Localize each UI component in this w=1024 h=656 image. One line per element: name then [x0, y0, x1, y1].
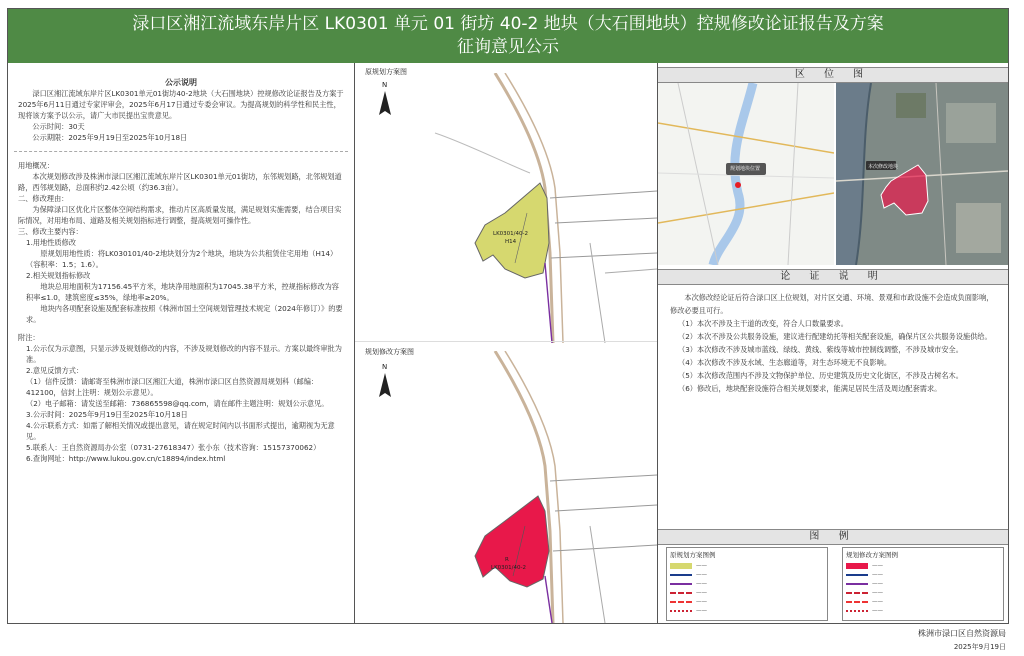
item1-heading: 1.用地性质修改 [26, 238, 76, 247]
note-6: 6.查询网址：http://www.lukou.gov.cn/c18894/index.html [26, 454, 226, 463]
title-bar [8, 9, 1008, 63]
original-map-title: 原规划方案图 [365, 68, 407, 76]
note-3: 3.公示时间：2025年9月19日至2025年10月18日 [26, 410, 188, 419]
discussion-body [658, 291, 1008, 395]
svg-text:N: N [382, 81, 388, 89]
original-legend: 原规划方案图例 —— —— —— —— —— —— [666, 547, 828, 621]
note-4: 4.公示联系方式：如需了解相关情况或提出意见，请在规定时间内以书面形式提出，逾期视为无意见。 [26, 421, 335, 441]
item2-heading: 2.相关规划指标修改 [26, 271, 91, 280]
divider [14, 151, 348, 152]
aerial-site-label: 本次修改地块 [868, 164, 899, 170]
site-marker-icon [735, 182, 741, 188]
revised-legend: 规划修改方案图例 —— —— —— —— —— —— [842, 547, 1004, 621]
north-arrow-icon [379, 363, 391, 397]
poster-sheet [7, 8, 1009, 624]
item3-text: 地块内各项配套设施及配套标准按照《株洲市国土空间规划管理技术规定（2024年修订）》的要求。 [26, 304, 343, 324]
original-parcel-label: LK0301/40-2 [493, 231, 529, 237]
original-parcel-label-2: H14 [505, 239, 517, 245]
right-column [658, 63, 1008, 623]
notice-period-label: 公示时间：30天 [32, 122, 85, 131]
note-2a: （1）信件反馈：请邮寄至株洲市渌口区湘江大道，株洲市渌口区自然资源局规划科（邮编：412100，信封上注明：规划公示意见）。 [26, 377, 319, 397]
original-plan-map [355, 73, 657, 343]
location-text: 本次规划修改涉及株洲市渌口区湘江流域东岸片区LK0301单元01街坊，东邻规划路，北邻规划道路，西邻规划路，总面积约2.42公顷（约36.3亩）。 [18, 172, 342, 192]
notice-heading: 公示说明 [165, 78, 197, 87]
note-2: 2.意见反馈方式： [26, 366, 84, 375]
regional-location-map [658, 83, 834, 265]
revised-parcel-label-2: R [505, 557, 509, 563]
reason-heading: 二、修改理由： [18, 194, 69, 203]
svg-text:N: N [382, 363, 388, 371]
revised-map-title: 规划修改方案图 [365, 348, 414, 356]
item2-text: 地块总用地面积为17156.45平方米，地块净用地面积为17045.38平方米，控规指标修改为容积率≤1.0，建筑密度≤35%，绿地率≥20%。 [26, 282, 339, 302]
note-5: 5.联系人：王自然资源局办公室（0731-27618347）张小东（技术咨询：15157370062） [26, 443, 321, 452]
revised-parcel-label: LK0301/40-2 [491, 565, 527, 571]
legend-section-heading: 图 例 [658, 529, 1008, 545]
item1-text: 原规划用地性质：将LK030101/40-2地块划分为2个地块，地块为公共租赁住宅用地（H14）（容积率：1.5；1.6）。 [26, 249, 338, 269]
reason-text: 为保障渌口区优化片区整体空间结构需求，推动片区高质量发展，满足规划实施需要，结合项目实际情况，对用地布局、道路及相关规划指标进行调整，提高规划可操作性。 [18, 205, 342, 225]
discussion-point-2: （2）本次不涉及公共服务设施，建议进行配建幼托等相关配套设施，确保片区公共服务设施供给。 [678, 332, 992, 341]
aerial-location-map [836, 83, 1008, 265]
discussion-point-6: （6）修改后，地块配套设施符合相关规划要求，能满足居民生活及周边配套需求。 [678, 384, 942, 393]
note-2b: （2）电子邮箱：请发送至邮箱：736865598@qq.com，请在邮件主题注明：规划公示意见。 [26, 399, 329, 408]
regional-marker-label: 规划地块位置 [730, 166, 761, 172]
discussion-point-3: （3）本次修改不涉及城市蓝线、绿线、黄线、紫线等城市控制线调整，不涉及城市安全。 [678, 345, 963, 354]
discussion-point-1: （1）本次不涉及主干道的改变，符合人口数量要求。 [678, 319, 848, 328]
maps-column [355, 63, 658, 623]
discussion-intro: 本次修改经论证后符合渌口区上位规划，对片区交通、环境、景观和市政设施不会造成负面影响，修改必要且可行。 [670, 293, 994, 315]
revised-legend-title: 规划修改方案图例 [846, 551, 898, 559]
discussion-point-4: （4）本次修改不涉及水域、生态廊道等，对生态环境无不良影响。 [678, 358, 892, 367]
notes-heading: 附注： [18, 333, 40, 342]
original-legend-title: 原规划方案图例 [670, 551, 716, 559]
discussion-point-5: （5）本次修改范围内不涉及文物保护单位、历史建筑及历史文化街区，不涉及古树名木。 [678, 371, 963, 380]
notice-period-dates: 公示期限：2025年9月19日至2025年10月18日 [32, 133, 188, 142]
notice-column [8, 63, 355, 623]
note-1: 1.公示仅为示意图，只显示涉及规划修改的内容，不涉及规划修改的内容不显示。方案以最终审批为准。 [26, 344, 342, 364]
footer-date: 2025年9月19日 [953, 643, 1006, 651]
revised-parcel [475, 496, 549, 587]
location-section-heading: 区 位 图 [658, 67, 1008, 83]
notice-intro: 渌口区湘江流域东岸片区LK0301单元01街坊40-2地块（大石围地块）控规修改论证报告及方案于2025年6月11日通过专家评审会，2025年6月17日通过专委会审议。为提高规划的科学性和民主性，现将该方案予以公示，请广大市民提出宝贵意见。 [18, 89, 344, 120]
revised-plan-map [355, 351, 657, 623]
north-arrow-icon [379, 81, 391, 115]
footer-organization: 株洲市渌口区自然资源局 [918, 629, 1006, 638]
location-heading: 用地概况： [18, 161, 54, 170]
title-line-2: 征询意见公示 [457, 37, 559, 57]
content-heading: 三、修改主要内容： [18, 227, 83, 236]
discussion-section-heading: 论 证 说 明 [658, 269, 1008, 285]
title-line-1: 渌口区湘江流域东岸片区 LK0301 单元 01 街坊 40-2 地块（大石围地块）控规修改论证报告及方案 [132, 14, 884, 34]
